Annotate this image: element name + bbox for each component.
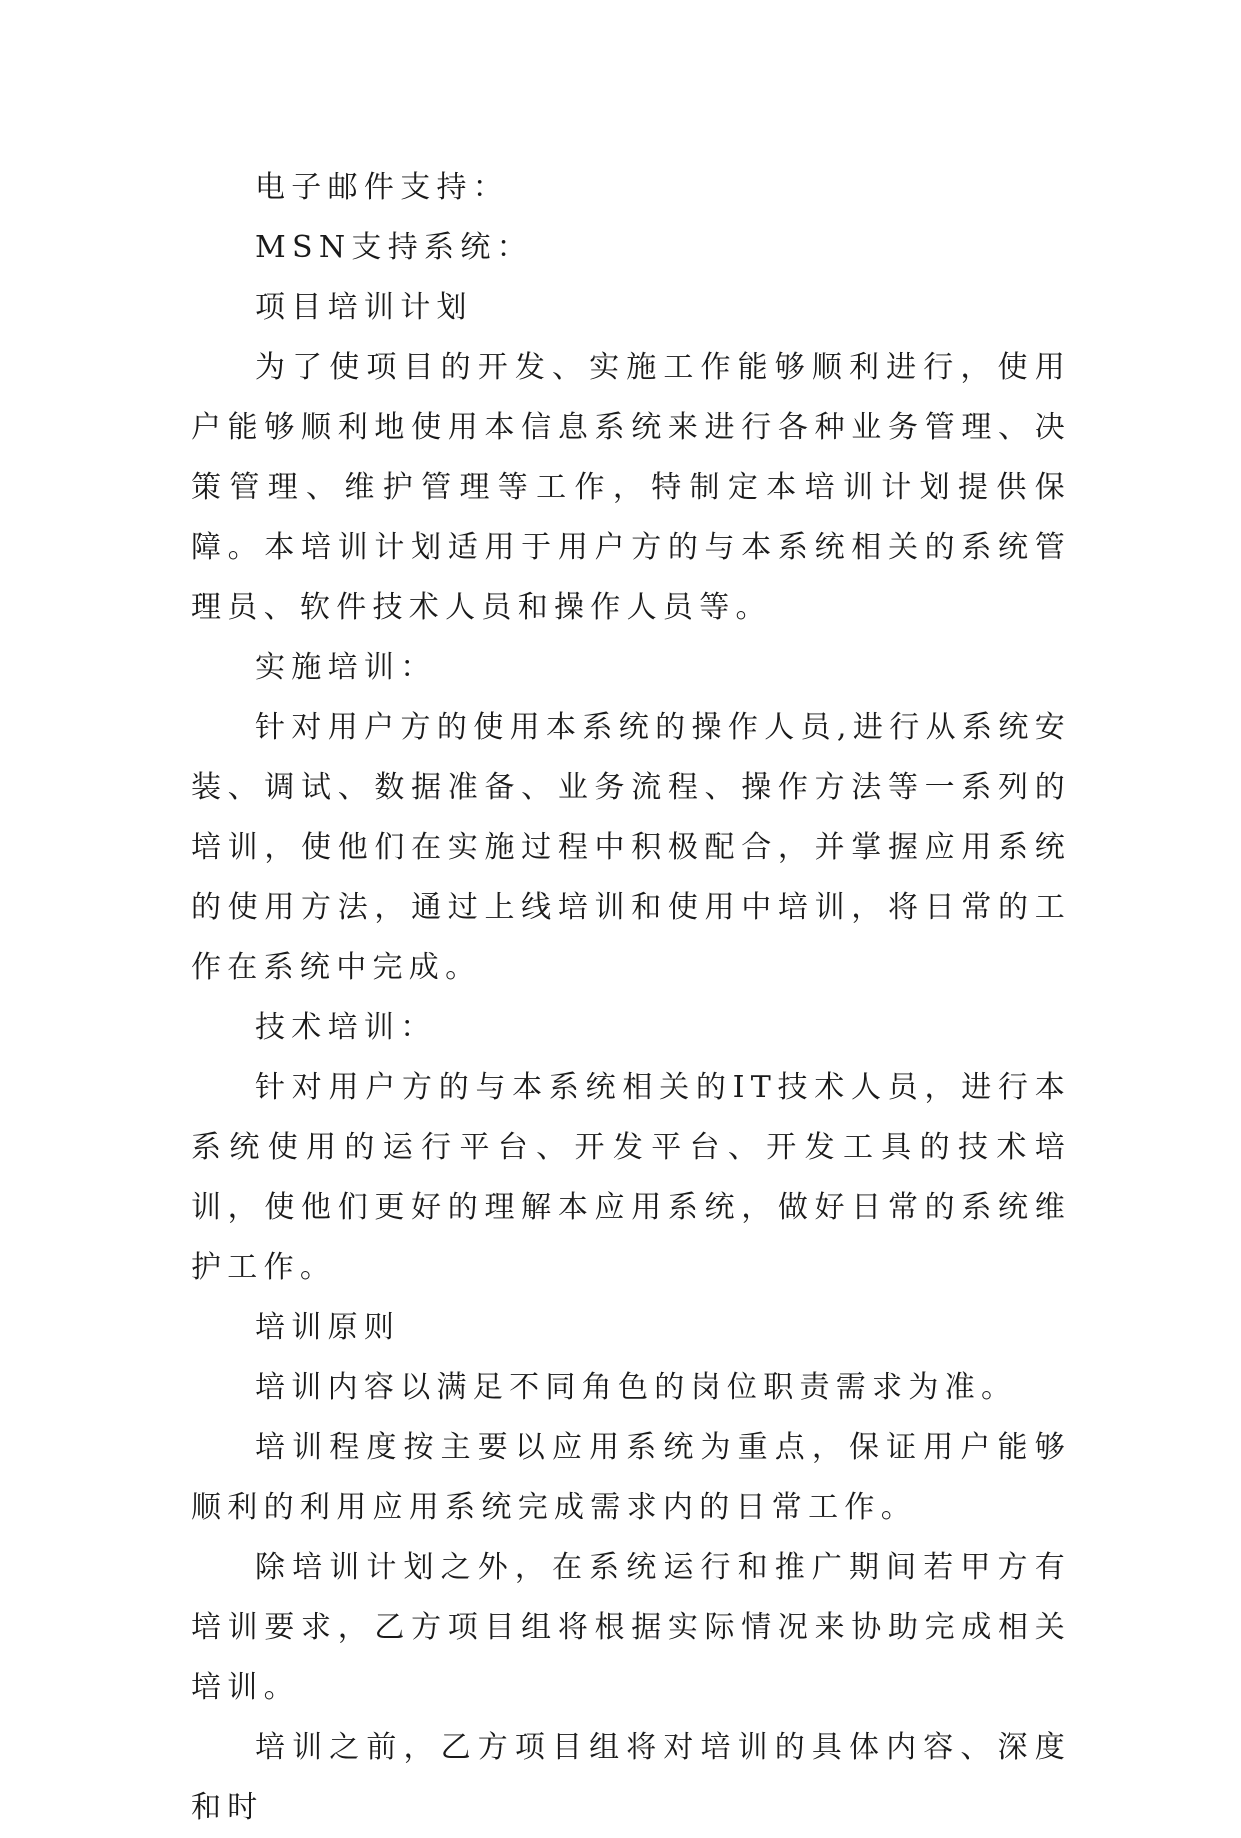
principle-paragraph-3: 除培训计划之外，在系统运行和推广期间若甲方有培训要求，乙方项目组将根据实际情况来协助完成相关培训。 (191, 1550, 1071, 1705)
training-plan-paragraph: 为了使项目的开发、实施工作能够顺利进行，使用户能够顺利地使用本信息系统来进行各种业务管理、决策管理、维护管理等工作，特制定本培训计划提供保障。本培训计划适用于用户方的与本系统相关的系统管理员、软件技术人员和操作人员等。 (191, 350, 1071, 625)
msn-support-heading: MSN支持系统： (255, 230, 533, 265)
technical-training-paragraph: 针对用户方的与本系统相关的IT技术人员，进行本系统使用的运行平台、开发平台、开发工具的技术培训，使他们更好的理解本应用系统，做好日常的系统维护工作。 (191, 1070, 1071, 1285)
implementation-training-paragraph: 针对用户方的使用本系统的操作人员,进行从系统安装、调试、数据准备、业务流程、操作方法等一系列的培训，使他们在实施过程中积极配合，并掌握应用系统的使用方法，通过上线培训和使用中培训，将日常的工作在系统中完成。 (191, 710, 1071, 985)
training-plan-heading: 项目培训计划 (255, 290, 473, 325)
document-body (191, 158, 1071, 1838)
technical-training-heading: 技术培训： (255, 1010, 437, 1045)
principle-paragraph-4: 培训之前，乙方项目组将对培训的具体内容、深度和时 (191, 1730, 1071, 1825)
principle-paragraph-2: 培训程度按主要以应用系统为重点，保证用户能够顺利的利用应用系统完成需求内的日常工作。 (191, 1430, 1071, 1525)
implementation-training-heading: 实施培训： (255, 650, 437, 685)
training-principles-heading: 培训原则 (255, 1310, 401, 1345)
email-support-heading: 电子邮件支持： (255, 170, 510, 205)
principle-paragraph-1: 培训内容以满足不同角色的岗位职责需求为准。 (255, 1370, 1018, 1405)
